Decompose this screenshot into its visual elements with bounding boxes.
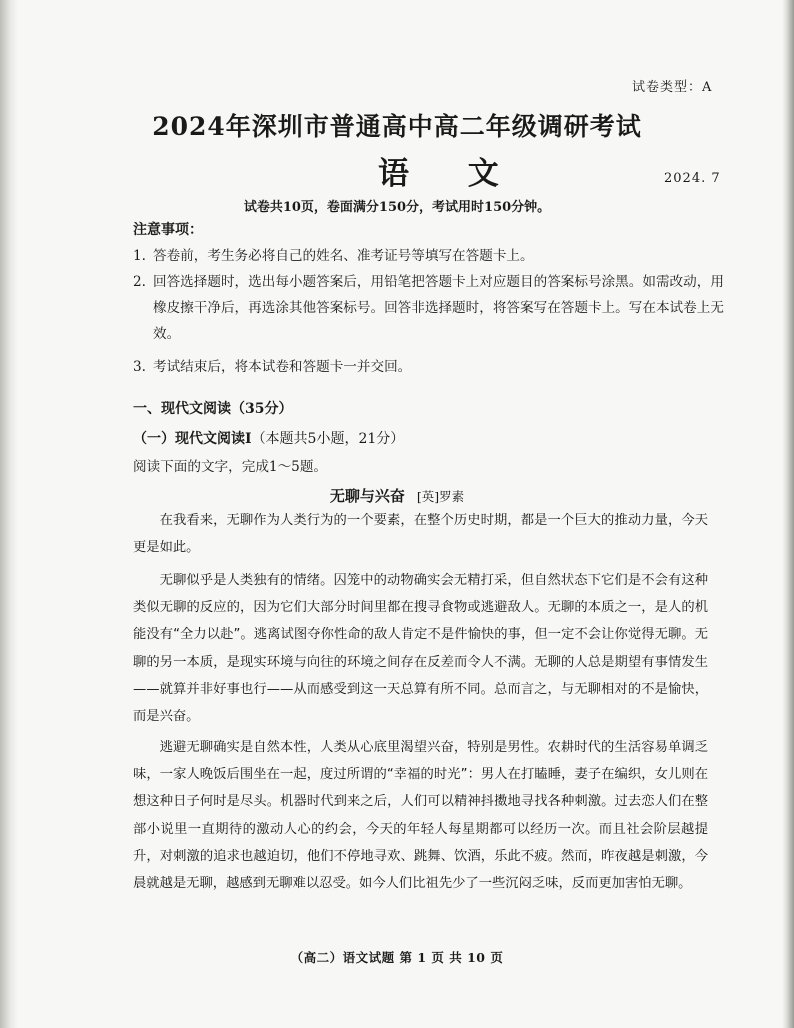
note-number: 2. [133,274,146,290]
note-text: 考试结束后，将本试卷和答题卡一并交回。 [153,359,412,375]
reading-instruction: 阅读下面的文字，完成1～5题。 [133,459,328,475]
article-paragraph-3: 逃避无聊确实是自然本性，人类从心底里渴望兴奋，特别是男性。农耕时代的生活容易单调乏味，一家人晚饭后围坐在一起，度过所谓的“幸福的时光”：男人在打瞌睡，妻子在编织，女儿则在想这种日子何时是尽头。机器时代到来之后，人们可以精神抖擞地寻找各种刺激。过去恋人们在整部小说里一直期待的激动人心的约会，今天的年轻人每星期都可以经历一次。而且社会阶层越提升，对刺激的追求也越迫切，他们不停地寻欢、跳舞、饮酒，乐此不疲。然而，昨夜越是刺激，今晨就越是无聊，越感到无聊难以忍受。如今人们比祖先少了一些沉闷乏味，反而更加害怕无聊。 [133,740,708,892]
note-text: 回答选择题时，选出每小题答案后，用铅笔把答题卡上对应题目的答案标号涂黑。如需改动，用橡皮擦干净后，再选涂其他答案标号。回答非选择题时，将答案写在答题卡上。写在本试卷上无效。 [153,274,724,342]
notes-title: 注意事项： [133,222,203,238]
exam-info: 试卷共10页，卷面满分150分，考试用时150分钟。 [243,200,551,215]
paper-type-label: 试卷类型：A [632,80,713,95]
subsection-title [133,428,404,448]
article-title [0,485,794,506]
note-item-2 [133,269,728,347]
subject-title: 语 文 [378,156,523,192]
exam-date: 2024. 7 [664,171,721,186]
note-item-1 [133,243,728,269]
exam-title: 2024年深圳市普通高中高二年级调研考试 [152,112,642,141]
page-footer: （高二）语文试题 第 1 页 共 10 页 [290,950,504,965]
article-title-text: 无聊与兴奋 [329,487,405,505]
scan-edge-left [0,0,18,1028]
article-author: [英]罗素 [416,489,465,504]
article-paragraph-2: 无聊似乎是人类独有的情绪。囚笼中的动物确实会无精打采，但自然状态下它们是不会有这种类似无聊的反应的，因为它们大部分时间里都在搜寻食物或逃避敌人。无聊的本质之一，是人的机能没有“全力以赴”。逃离试图夺你性命的敌人肯定不是件愉快的事，但一定不会让你觉得无聊。无聊的另一本质，是现实环境与向往的环境之间存在反差而令人不满。无聊的人总是期望有事情发生——就算并非好事也行——从而感受到这一天总算有所不同。总而言之，与无聊相对的不是愉快，而是兴奋。 [133,573,708,725]
note-number: 1. [133,248,146,264]
note-text: 答卷前，考生务必将自己的姓名、准考证号等填写在答题卡上。 [153,248,534,264]
note-number: 3. [133,359,146,375]
article-paragraph-1: 在我看来，无聊作为人类行为的一个要素，在整个历史时期，都是一个巨大的推动力量，今天更是如此。 [133,513,708,556]
section-title: 一、现代文阅读（35分） [133,401,293,417]
subsection-name: （一）现代文阅读Ⅰ [133,431,252,447]
subsection-note: （本题共5小题，21分） [251,431,405,447]
scan-edge-right [782,0,794,1028]
note-item-3 [133,354,728,380]
